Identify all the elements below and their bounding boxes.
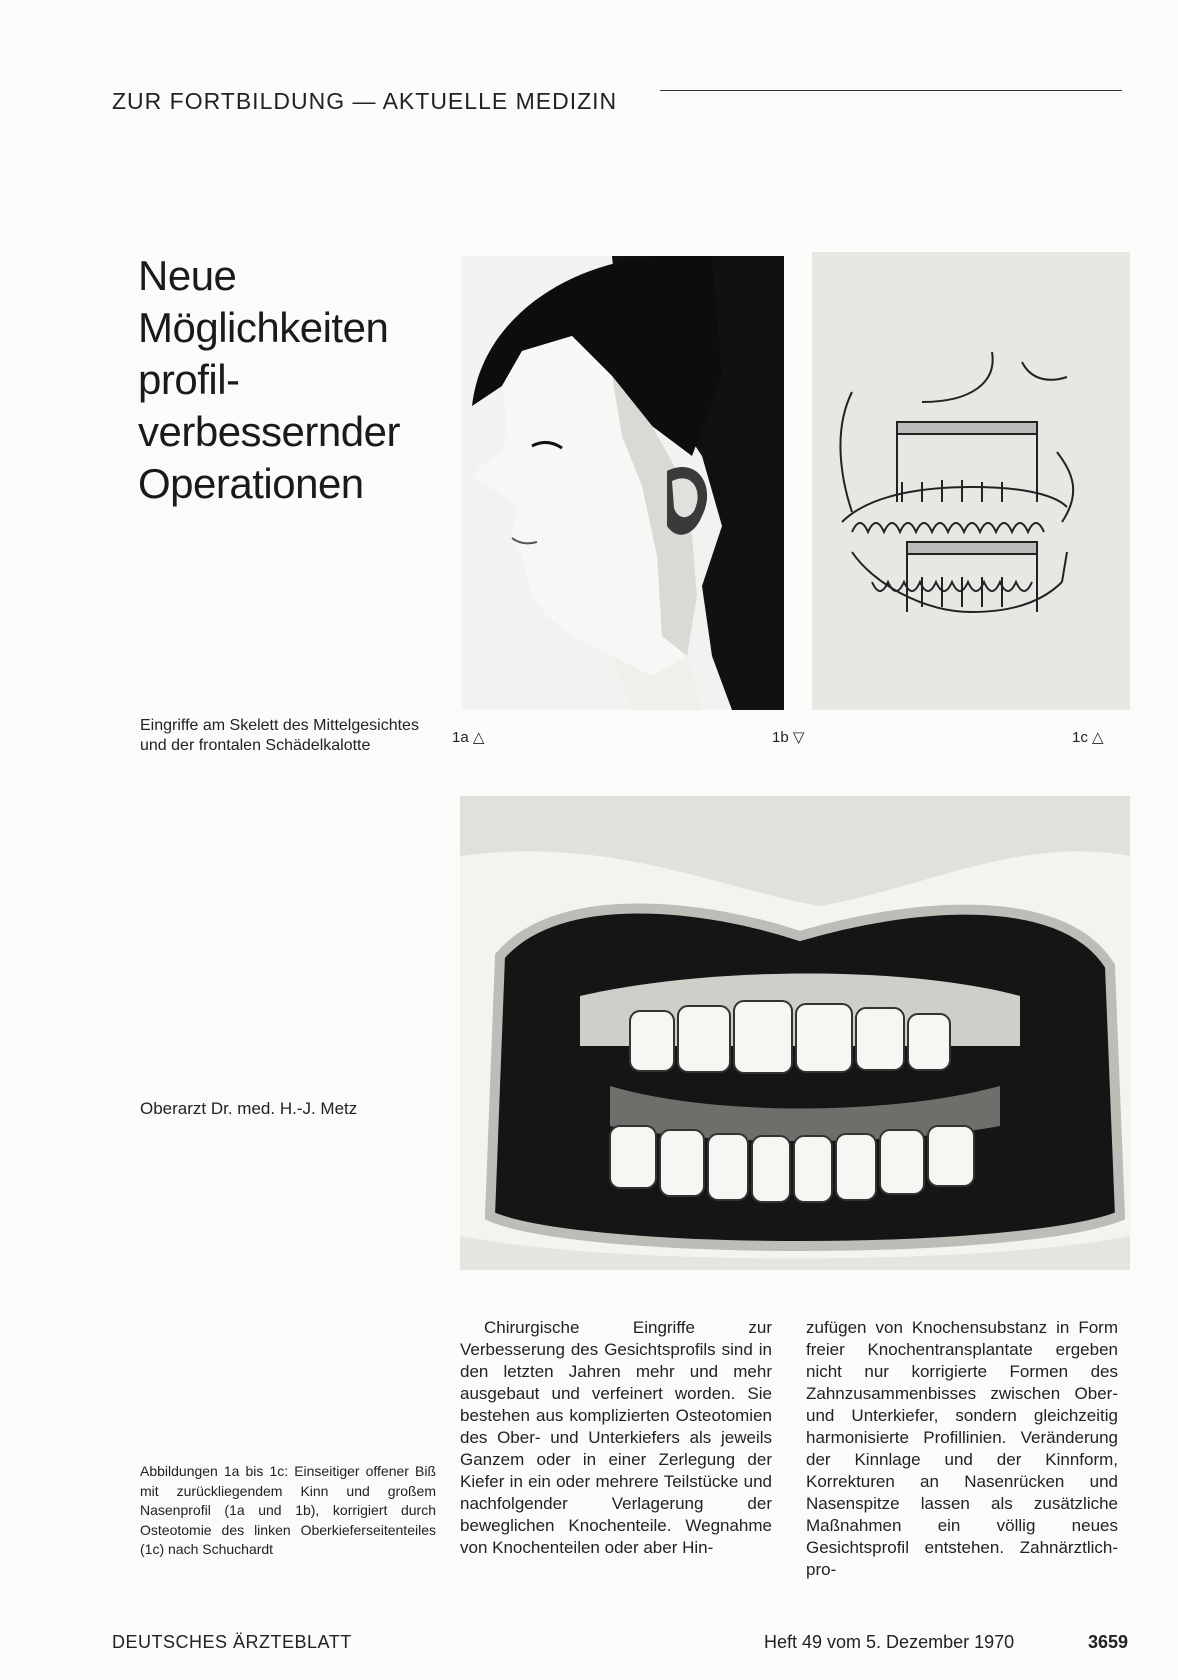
- intraoral-photo-drawing: [460, 796, 1130, 1270]
- figure-caption-top: Eingriffe am Skelett des Mittelgesichtes und der frontalen Schädelkalotte: [140, 717, 419, 754]
- title-line: verbessernder: [138, 408, 400, 455]
- figure-1b-label: 1b ▽: [772, 729, 805, 746]
- section-header: ZUR FORTBILDUNG — AKTUELLE MEDIZIN: [112, 88, 618, 114]
- body-text-column-2: zufügen von Knochensubstanz in Form freier Knochentransplantate ergeben nicht nur korrigierte Formen des Zahnzusammenbisses zwischen Ober- und Unterkiefer, sondern gleichzeitig harmonisierte Profillinien. Veränderung der Kinnlage und der Kinnform, Korrekturen an Nasenrücken und Nasenspitze lassen als zusätzliche Maßnahmen ein völlig neues Gesichtsprofil entstehen. Zahnärztlich-pro-: [806, 1318, 1118, 1579]
- body-text-column-1: Chirurgische Eingriffe zur Verbesserung des Gesichtsprofils sind in den letzten Jahren mehr und mehr ausgebaut und verfeinert worden. Sie bestehen aus komplizierten Osteotomien des Ober- und Unterkiefers als jeweils Ganzem oder in einer Zerlegung der Kiefer in ein oder mehrere Teilstücke und nachfolgender Verlagerung der beweglichen Knochenteile. Wegnahme von Knochenteilen oder aber Hin-: [460, 1318, 772, 1557]
- title-line: Neue: [138, 252, 237, 299]
- figure-1c-intraoral-photo: [460, 796, 1130, 1270]
- figure-1c-label: 1c △: [1072, 729, 1104, 746]
- title-line: profil-: [138, 356, 240, 403]
- figure-1a-profile-photo: [462, 256, 784, 710]
- footer-journal-name: DEUTSCHES ÄRZTEBLATT: [112, 1632, 352, 1652]
- header-rule: [660, 90, 1122, 91]
- article-title: [138, 250, 468, 510]
- dental-osteotomy-drawing: [812, 252, 1130, 710]
- page-number: 3659: [1088, 1632, 1129, 1652]
- figure-1b-dental-drawing: [812, 252, 1130, 710]
- figure-1a-label: 1a △: [452, 729, 485, 746]
- title-line: Operationen: [138, 460, 364, 507]
- footer-issue: Heft 49 vom 5. Dezember 1970: [764, 1632, 1015, 1652]
- title-line: Möglichkeiten: [138, 304, 389, 351]
- figure-caption-bottom: Abbildungen 1a bis 1c: Einseitiger offener Biß mit zurückliegendem Kinn und großem Nasenprofil (1a und 1b), korrigiert durch Osteotomie des linken Oberkieferseitenteiles (1c) nach Schuchardt: [140, 1463, 436, 1557]
- profile-photo-drawing: [462, 256, 784, 710]
- author-byline: Oberarzt Dr. med. H.-J. Metz: [140, 1099, 358, 1118]
